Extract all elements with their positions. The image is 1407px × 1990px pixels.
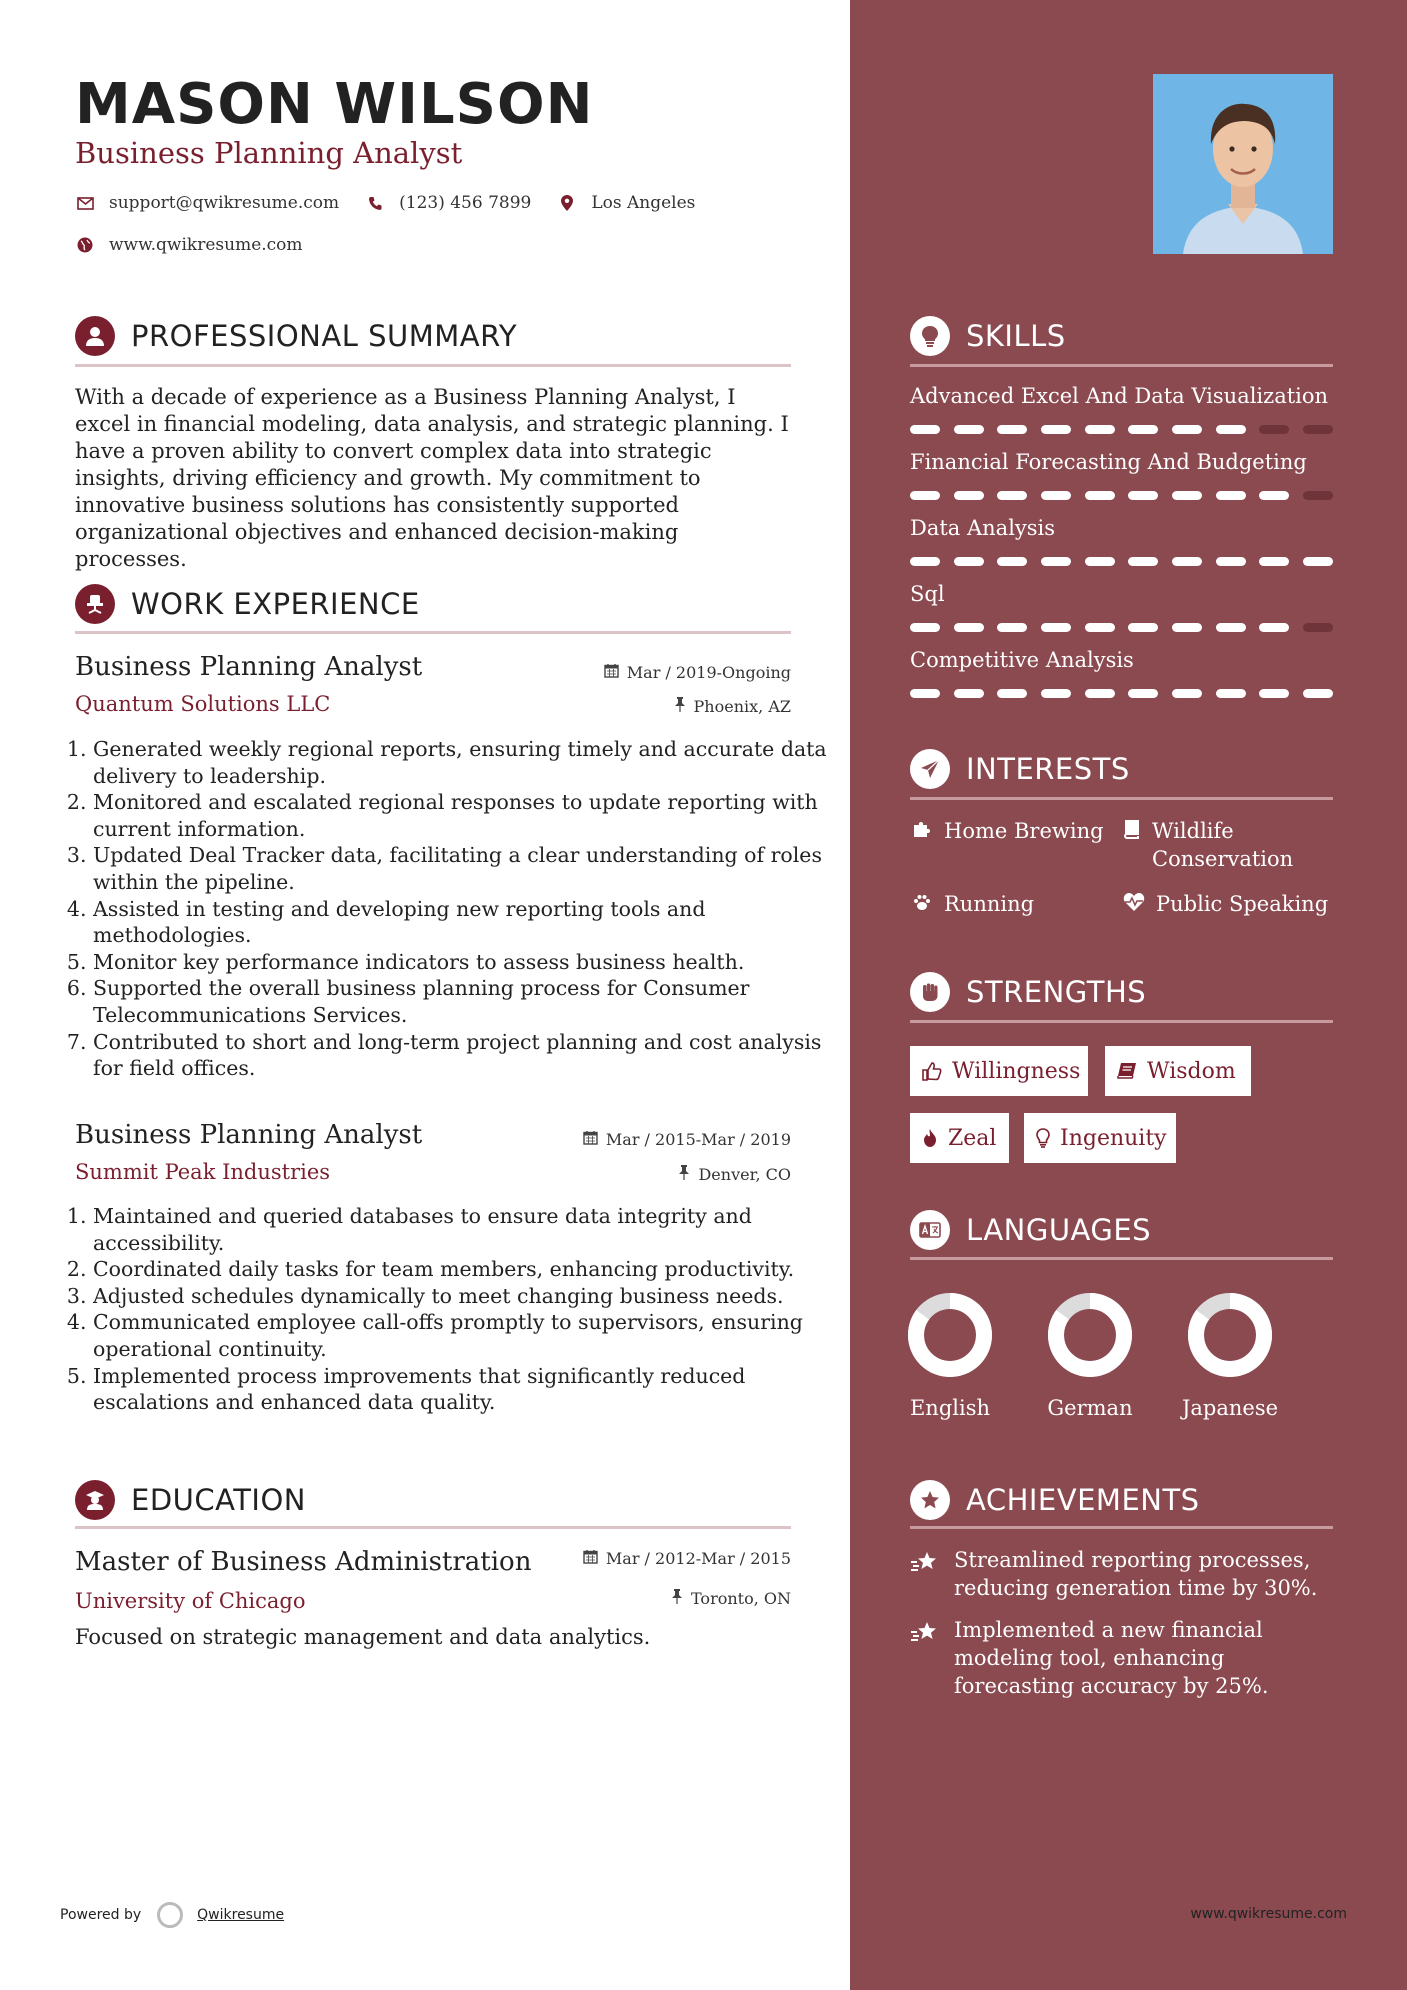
- education-dates: [583, 1549, 791, 1568]
- strength-badge: [910, 1046, 1088, 1096]
- skill-name: Competitive Analysis: [910, 648, 1134, 672]
- skill-name: Data Analysis: [910, 516, 1056, 540]
- section-languages-header: [910, 1210, 1151, 1250]
- skill-name: Sql: [910, 582, 945, 606]
- language-proficiency-ring: [1045, 1290, 1135, 1380]
- puzzle-icon: [910, 817, 934, 839]
- skill-bar-segment: [1172, 557, 1202, 566]
- profile-photo: [1153, 74, 1333, 254]
- job-location: [674, 697, 791, 716]
- skill-bar-segment: [1128, 623, 1158, 632]
- graduate-icon: [75, 1480, 115, 1520]
- language-proficiency-ring: [905, 1290, 995, 1380]
- phone-icon: [365, 196, 385, 211]
- skill-bar-segment: [1085, 491, 1115, 500]
- skill-bar-segment: [1172, 491, 1202, 500]
- job-title: Business Planning Analyst: [75, 1120, 423, 1150]
- section-divider: [75, 1526, 791, 1529]
- skill-bar-segment: [997, 623, 1027, 632]
- interest-label: Running: [944, 892, 1035, 916]
- skill-bar-segment: [1172, 623, 1202, 632]
- section-experience-header: [75, 584, 420, 624]
- summary-text: With a decade of experience as a Business Planning Analyst, I excel in financial modeling, data analysis, and strategic planning. I have a proven ability to convert complex data into strategic insights, driving efficiency and growth. My commitment to innovative business solutions has consistently supported organizational objectives and enhanced decision-making processes.: [75, 385, 789, 571]
- skill-name: Financial Forecasting And Budgeting: [910, 450, 1307, 474]
- list-item: 1. Maintained and queried databases to ensure data integrity and accessibility.: [93, 1203, 828, 1256]
- location-text: Los Angeles: [591, 193, 696, 213]
- job-location: [678, 1165, 791, 1184]
- skill-bar-segment: [1041, 689, 1071, 698]
- interest-item: [1122, 817, 1322, 873]
- brand-link[interactable]: Qwikresume: [197, 1907, 285, 1923]
- job-responsibilities: [75, 1203, 828, 1416]
- skill-bar-segment: [1303, 689, 1333, 698]
- section-divider: [75, 631, 791, 634]
- strength-badge: [910, 1113, 1009, 1163]
- skill-bar-segment: [910, 425, 940, 434]
- language-name: English: [909, 1396, 991, 1420]
- company-name: Quantum Solutions LLC: [75, 692, 331, 716]
- section-achievements-header: [910, 1480, 1200, 1520]
- section-title: PROFESSIONAL SUMMARY: [131, 319, 518, 353]
- strength-badge: [1105, 1046, 1251, 1096]
- skill-bar-segment: [954, 623, 984, 632]
- skill-bar-segment: [997, 557, 1027, 566]
- skill-bar-segment: [1041, 623, 1071, 632]
- job-dates-text: Mar / 2015-Mar / 2019: [605, 1130, 791, 1149]
- paw-icon: [910, 890, 934, 912]
- section-title: EDUCATION: [131, 1483, 307, 1517]
- skill-bar-segment: [1303, 623, 1333, 632]
- powered-by: [60, 1902, 284, 1928]
- fist-icon: [910, 972, 950, 1012]
- interest-item: [1122, 890, 1328, 918]
- school-name: University of Chicago: [75, 1589, 306, 1613]
- skill-bar-segment: [1216, 623, 1246, 632]
- strength-label: Ingenuity: [1060, 1125, 1167, 1151]
- shooting-star-icon: [910, 1616, 940, 1644]
- education-description: Focused on strategic management and data analytics.: [75, 1625, 651, 1649]
- section-divider: [910, 1020, 1333, 1023]
- interest-label: Public Speaking: [1156, 892, 1329, 916]
- skill-bar-segment: [1128, 425, 1158, 434]
- list-item: 3. Adjusted schedules dynamically to meet changing business needs.: [93, 1283, 828, 1310]
- section-skills-header: [910, 316, 1066, 356]
- skill-bar-segment: [997, 689, 1027, 698]
- list-item: 7. Contributed to short and long-term project planning and cost analysis for field offices.: [93, 1029, 828, 1082]
- job-dates-text: Mar / 2019-Ongoing: [626, 663, 791, 682]
- skill-bar-segment: [1259, 689, 1289, 698]
- map-marker-icon: [557, 195, 577, 211]
- skill-bar-segment: [997, 491, 1027, 500]
- footer-site[interactable]: www.qwikresume.com: [1190, 1906, 1347, 1922]
- candidate-title: Business Planning Analyst: [75, 136, 463, 170]
- skill-bar-segment: [1128, 689, 1158, 698]
- language-name: German: [1047, 1396, 1133, 1420]
- list-item: 2. Monitored and escalated regional responses to update reporting with current information.: [93, 789, 828, 842]
- language-name: Japanese: [1181, 1396, 1279, 1420]
- section-strengths-header: [910, 972, 1146, 1012]
- list-item: 6. Supported the overall business planning process for Consumer Telecommunications Services.: [93, 975, 828, 1028]
- star-badge-icon: [910, 1480, 950, 1520]
- list-item: 2. Coordinated daily tasks for team members, enhancing productivity.: [93, 1256, 828, 1283]
- paper-plane-icon: [910, 749, 950, 789]
- section-interests-header: [910, 749, 1130, 789]
- envelope-icon: [75, 197, 95, 210]
- skill-bar-segment: [1085, 623, 1115, 632]
- skill-level-bar: [910, 491, 1333, 500]
- list-item: 1. Generated weekly regional reports, ensuring timely and accurate data delivery to leadership.: [93, 736, 828, 789]
- skill-level-bar: [910, 557, 1333, 566]
- office-chair-icon: [75, 584, 115, 624]
- lightbulb-icon: [1036, 1128, 1050, 1148]
- interest-item: [910, 890, 1034, 918]
- skill-bar-segment: [1216, 425, 1246, 434]
- list-item: 4. Assisted in testing and developing new reporting tools and methodologies.: [93, 896, 828, 949]
- section-title: WORK EXPERIENCE: [131, 587, 420, 621]
- skill-bar-segment: [1085, 557, 1115, 566]
- skill-bar-segment: [1216, 557, 1246, 566]
- section-divider: [910, 1526, 1333, 1529]
- interest-label: Wildlife Conservation: [1152, 819, 1294, 871]
- fire-icon: [922, 1128, 938, 1148]
- phone-text[interactable]: (123) 456 7899: [399, 193, 532, 213]
- company-name: Summit Peak Industries: [75, 1160, 331, 1184]
- calendar-icon: [583, 1549, 598, 1568]
- language-item: [890, 1290, 1010, 1420]
- education-location: [671, 1589, 791, 1608]
- language-item: [1030, 1290, 1150, 1420]
- strength-badge: [1024, 1113, 1176, 1163]
- list-item: 5. Monitor key performance indicators to assess business health.: [93, 949, 828, 976]
- skill-level-bar: [910, 623, 1333, 632]
- skill-name: Advanced Excel And Data Visualization: [910, 384, 1329, 408]
- qwikresume-logo-icon: [157, 1902, 183, 1928]
- achievement-item: [910, 1546, 1333, 1602]
- list-item: 5. Implemented process improvements that significantly reduced escalations and enhanced data quality.: [93, 1363, 828, 1416]
- skill-bar-segment: [1172, 689, 1202, 698]
- achievement-item: [910, 1616, 1333, 1700]
- skill-bar-segment: [1259, 623, 1289, 632]
- skill-bar-segment: [1259, 425, 1289, 434]
- skill-bar-segment: [1216, 491, 1246, 500]
- strength-label: Willingness: [952, 1058, 1081, 1084]
- lightbulb-icon: [910, 316, 950, 356]
- job-location-text: Denver, CO: [698, 1165, 791, 1184]
- job-responsibilities: [75, 736, 828, 1082]
- degree-title: Master of Business Administration: [75, 1547, 532, 1577]
- skill-level-bar: [910, 425, 1333, 434]
- skill-bar-segment: [1085, 425, 1115, 434]
- strength-label: Wisdom: [1147, 1058, 1236, 1084]
- website-row: [75, 235, 329, 255]
- website-text[interactable]: www.qwikresume.com: [109, 235, 303, 255]
- skill-bar-segment: [1041, 491, 1071, 500]
- pushpin-icon: [674, 697, 686, 716]
- heartbeat-icon: [1122, 890, 1146, 912]
- job-location-text: Phoenix, AZ: [693, 697, 791, 716]
- job-dates: [583, 1130, 791, 1149]
- skill-bar-segment: [954, 491, 984, 500]
- skill-bar-segment: [954, 425, 984, 434]
- skill-bar-segment: [910, 557, 940, 566]
- list-item: 4. Communicated employee call-offs promptly to supervisors, ensuring operational continuity.: [93, 1309, 828, 1362]
- section-title: INTERESTS: [966, 752, 1130, 786]
- achievement-text: Implemented a new financial modeling tool, enhancing forecasting accuracy by 25%.: [954, 1618, 1269, 1698]
- section-education-header: [75, 1480, 306, 1520]
- language-icon: [910, 1210, 950, 1250]
- candidate-name: MASON WILSON: [75, 72, 594, 137]
- section-divider: [910, 364, 1333, 367]
- thumbs-up-icon: [922, 1061, 942, 1081]
- education-dates-text: Mar / 2012-Mar / 2015: [605, 1549, 791, 1568]
- contact-row: [75, 193, 721, 213]
- skill-bar-segment: [1303, 425, 1333, 434]
- skill-bar-segment: [910, 689, 940, 698]
- skill-bar-segment: [1041, 425, 1071, 434]
- skill-bar-segment: [1128, 557, 1158, 566]
- pushpin-icon: [671, 1589, 683, 1608]
- language-item: [1170, 1290, 1290, 1420]
- job-title: Business Planning Analyst: [75, 652, 423, 682]
- user-icon: [75, 316, 115, 356]
- book-icon: [1122, 817, 1142, 839]
- job-dates: [604, 663, 791, 682]
- section-title: STRENGTHS: [966, 975, 1147, 1009]
- achievement-text: Streamlined reporting processes, reducing generation time by 30%.: [954, 1548, 1318, 1600]
- language-proficiency-ring: [1185, 1290, 1275, 1380]
- skill-bar-segment: [1041, 557, 1071, 566]
- skill-bar-segment: [910, 491, 940, 500]
- skill-level-bar: [910, 689, 1333, 698]
- section-summary-header: [75, 316, 517, 356]
- skill-bar-segment: [1259, 491, 1289, 500]
- globe-icon: [75, 237, 95, 253]
- calendar-icon: [583, 1130, 598, 1149]
- skill-bar-segment: [954, 557, 984, 566]
- skill-bar-segment: [1128, 491, 1158, 500]
- book-icon: [1117, 1062, 1137, 1080]
- skill-bar-segment: [910, 623, 940, 632]
- email-text[interactable]: support@qwikresume.com: [109, 193, 340, 213]
- section-title: LANGUAGES: [966, 1213, 1152, 1247]
- skill-bar-segment: [1216, 689, 1246, 698]
- skill-bar-segment: [1303, 557, 1333, 566]
- skill-bar-segment: [954, 689, 984, 698]
- section-title: SKILLS: [966, 319, 1066, 353]
- strength-label: Zeal: [948, 1125, 997, 1151]
- section-divider: [910, 797, 1333, 800]
- powered-by-text: Powered by: [60, 1907, 142, 1923]
- section-divider: [75, 364, 791, 367]
- shooting-star-icon: [910, 1546, 940, 1574]
- skill-bar-segment: [1303, 491, 1333, 500]
- pushpin-icon: [678, 1165, 690, 1184]
- interest-item: [910, 817, 1104, 845]
- section-title: ACHIEVEMENTS: [966, 1483, 1200, 1517]
- skill-bar-segment: [1259, 557, 1289, 566]
- education-location-text: Toronto, ON: [691, 1589, 791, 1608]
- skill-bar-segment: [1172, 425, 1202, 434]
- calendar-icon: [604, 663, 619, 682]
- skill-bar-segment: [1085, 689, 1115, 698]
- skill-bar-segment: [997, 425, 1027, 434]
- interest-label: Home Brewing: [944, 819, 1104, 843]
- section-divider: [910, 1257, 1333, 1260]
- list-item: 3. Updated Deal Tracker data, facilitating a clear understanding of roles within the pipeline.: [93, 842, 828, 895]
